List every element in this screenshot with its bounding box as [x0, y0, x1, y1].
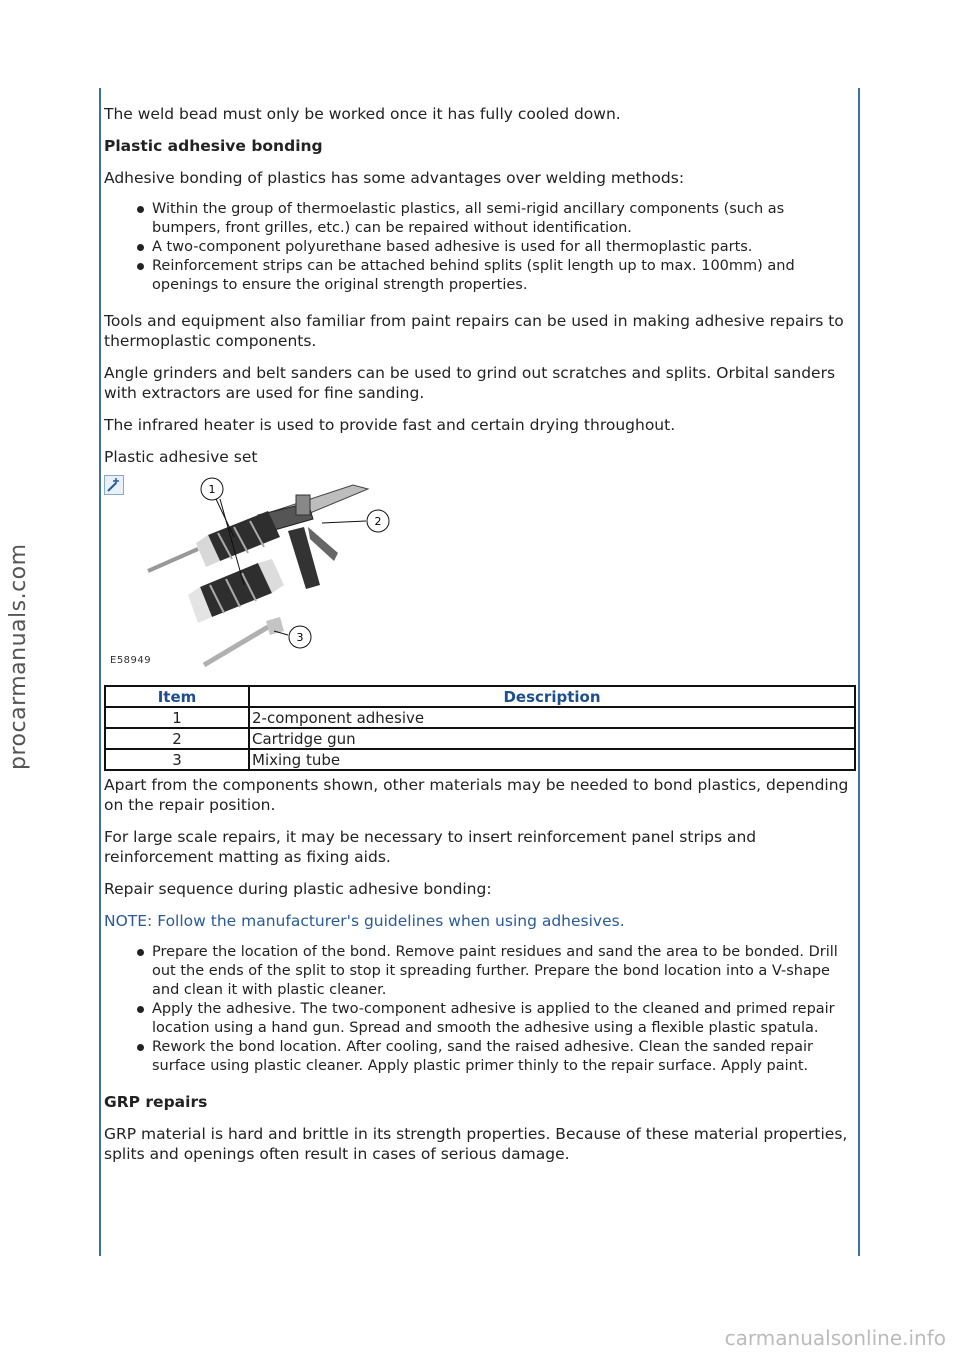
column-header-item: Item	[105, 686, 249, 707]
paragraph: Repair sequence during plastic adhesive bonding:	[104, 880, 492, 898]
figure-container	[104, 475, 856, 681]
item-number: 1	[105, 707, 249, 728]
document-body	[104, 104, 856, 1176]
item-number: 2	[105, 728, 249, 749]
paragraph: For large scale repairs, it may be necessary to insert reinforcement panel strips and reinforcement matting as fixing aids.	[104, 828, 757, 866]
bottom-watermark: carmanualsonline.info	[724, 1326, 946, 1350]
paragraph: Angle grinders and belt sanders can be used to grind out scratches and splits. Orbital sanders with extractors are used for fine sanding.	[104, 364, 836, 402]
advantages-list	[104, 200, 856, 295]
list-item: Apply the adhesive. The two-component adhesive is applied to the cleaned and primed repair location using a hand gun. Spread and smooth the adhesive using a flexible plastic spatula.	[152, 1000, 856, 1038]
list-item: Prepare the location of the bond. Remove paint residues and sand the area to be bonded. Drill out the ends of the split to stop it spreading further. Prepare the bond location into a V-shape and clean it with plastic cleaner.	[152, 943, 856, 1000]
callout-1: 1	[208, 483, 216, 496]
paragraph: Apart from the components shown, other materials may be needed to bond plastics, depending on the repair position.	[104, 776, 849, 814]
left-margin-rule	[99, 88, 101, 1256]
paragraph: Adhesive bonding of plastics has some advantages over welding methods:	[104, 169, 685, 187]
figure-caption: Plastic adhesive set	[104, 448, 258, 466]
column-header-description: Description	[249, 686, 855, 707]
repair-sequence-list	[104, 943, 856, 1076]
list-item: Reinforcement strips can be attached behind splits (split length up to max. 100mm) and openings to ensure the original strength properties.	[152, 257, 856, 295]
table-row	[105, 707, 855, 728]
callout-2: 2	[374, 515, 382, 528]
paragraph: The weld bead must only be worked once it has fully cooled down.	[104, 105, 621, 123]
item-description: Cartridge gun	[249, 728, 855, 749]
list-item: A two-component polyurethane based adhesive is used for all thermoplastic parts.	[152, 238, 856, 257]
paragraph: Tools and equipment also familiar from paint repairs can be used in making adhesive repairs to thermoplastic components.	[104, 312, 844, 350]
item-description: Mixing tube	[249, 749, 855, 770]
item-description: 2-component adhesive	[249, 707, 855, 728]
table-row	[105, 728, 855, 749]
table-row	[105, 749, 855, 770]
paragraph: GRP material is hard and brittle in its strength properties. Because of these material properties, splits and openings often result in cases of serious damage.	[104, 1125, 848, 1163]
items-table	[104, 685, 856, 771]
note-text: NOTE: Follow the manufacturer's guidelines when using adhesives.	[104, 912, 625, 930]
paragraph: The infrared heater is used to provide fast and certain drying throughout.	[104, 416, 676, 434]
right-margin-rule	[858, 88, 860, 1256]
figure-id-label: E58949	[110, 655, 152, 666]
table-header-row	[105, 686, 855, 707]
section-heading: GRP repairs	[104, 1093, 208, 1111]
side-watermark: procarmanuals.com	[6, 543, 31, 770]
list-item: Rework the bond location. After cooling, sand the raised adhesive. Clean the sanded repair surface using plastic cleaner. Apply plastic primer thinly to the repair surface. Apply paint.	[152, 1038, 856, 1076]
section-heading: Plastic adhesive bonding	[104, 137, 323, 155]
callout-3: 3	[296, 631, 304, 644]
item-number: 3	[105, 749, 249, 770]
adhesive-set-illustration	[108, 475, 428, 675]
list-item: Within the group of thermoelastic plastics, all semi-rigid ancillary components (such as bumpers, front grilles, etc.) can be repaired without identification.	[152, 200, 856, 238]
